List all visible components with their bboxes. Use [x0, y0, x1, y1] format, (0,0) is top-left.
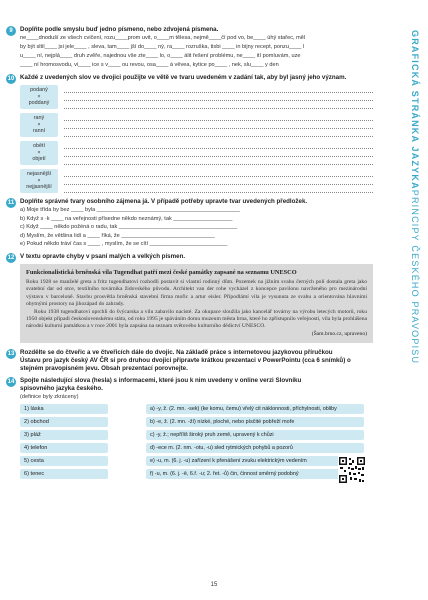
task-13	[8, 349, 373, 373]
task-heading: V textu opravte chyby v psaní malých a velkých písmen.	[20, 252, 186, 260]
task-number: 9	[6, 26, 16, 36]
definition-box[interactable]: d) -ece m. (2. nm. -otu, -u) sled rytmických pohybů a pozorů	[146, 443, 364, 453]
task-9	[8, 26, 373, 70]
headword-box[interactable]: 2) obchod	[20, 417, 108, 427]
headword-box[interactable]: 5) cesta	[20, 456, 108, 466]
answer-lines[interactable]	[64, 141, 373, 165]
sentence-b[interactable]: b) Když s ·k ____ na veřejnosti přísedne někdo neznámý, tak ___________________	[20, 215, 233, 222]
article-source: (Šam.brno.cz, upraveno)	[311, 330, 367, 337]
side-band	[390, 0, 428, 600]
task-heading-cont: Ústavu pro jazyk český AV ČR si pro druhou dvojici připravte krátkou prezentaci v PowerPointu (cca 6 snímků) o stejném pravopisném jevu. Obsah prezentací porovnejte.	[20, 356, 351, 372]
match-row	[20, 404, 373, 414]
headword-box[interactable]: 4) telefon	[20, 443, 108, 453]
task-number: 13	[7, 350, 15, 357]
match-row	[20, 456, 373, 466]
definition-box[interactable]: a) -y, ž. (2. mn. -sek) (ke komu, čemu) vřelý cit náklonnosti, příchylnosti, obliby	[146, 404, 364, 414]
side-title-rest: PRINCIPY ČESKÉHO PRAVOPISU	[410, 189, 420, 365]
pair-row	[20, 85, 373, 110]
exercise-line[interactable]: u____ ní, nejplá____ druh zvěře, najednou vše zte____ lo, o____ álit řešení problému, ne____ ití pomluvám, uze	[20, 53, 301, 59]
sentence-a[interactable]: a) Moje třída by bez ____ byla ______________________________________________	[20, 207, 240, 213]
article-paragraph: Roku 1928 se manželé greta a fritz tugendhatovi rozhodli postavit si vlastní rodinný dům. Pozemek na jižním svahu černých polí dostala greta jako svatební dar od otce, textilního továrníka židovského původu. Architekt van der rohe vycházel z koncepce pavilonu navrženého pro mezinárodní výstavu v barceloně. Stavbu prosvětla brněnská stavební firma mořic a artur eisler. Přípodlámí vila je vysunuta ze svahu a orientována hlavními obytnými prostory na jihozápad do zahrady.	[26, 278, 367, 308]
task-number: 12	[7, 254, 15, 261]
task-number: 10	[7, 76, 15, 82]
task-12	[8, 253, 373, 343]
task-heading: Rozdělte se do čtveřic a ve čtveřicích dále do dvojic. Na základě práce s internetovou jazykovou příručkou	[20, 348, 333, 356]
article-box	[20, 264, 373, 343]
side-chapter-title	[410, 30, 420, 364]
task-number: 11	[7, 200, 15, 206]
sentence-d[interactable]: d) Myslím, že většina lidí a ____ říká, že ______________________________	[20, 232, 215, 239]
task-10	[8, 74, 373, 194]
definition-box[interactable]: e) -u, m. (6. j. -u) zařízení k přenášení zvuku elektrickým vedením	[146, 456, 364, 466]
pair-row	[20, 169, 373, 194]
task-11	[8, 198, 373, 249]
matching-table	[20, 404, 373, 479]
word-pairs	[20, 85, 373, 194]
word-pair-box: obětí × objetí	[20, 141, 58, 165]
definition-box[interactable]: f) -u, m. (6. j. -ě, 6.ř. -u; 2. řet. -ů) čin, činnost směrný podobný	[146, 469, 364, 479]
task-number: 14	[7, 378, 15, 385]
pair-row	[20, 113, 373, 138]
qr-code-icon[interactable]	[338, 456, 366, 484]
task-heading: Spojte následující slova (hesla) s informacemi, které jsou k nim uvedeny v online verzi Slovníku spisovného jazyka českého.	[20, 376, 302, 392]
answer-lines[interactable]	[64, 113, 373, 137]
article-title: Funkcionalistická brněnská vila Tugendhat patří mezi české památky zapsané na seznamu UNESCO	[26, 268, 297, 276]
pair-row	[20, 141, 373, 166]
exercise-line[interactable]: ne____dnoduší ze všech cvičení, rozu____prom uvit, o____m tělesa, nejmě____čí pod vo, be____ úhý stařec, měl	[20, 35, 306, 41]
definition-box[interactable]: c) -y, ž.; nepříliš široký pruh země, upravený k chůzi	[146, 430, 364, 440]
match-row	[20, 469, 373, 479]
match-row	[20, 417, 373, 427]
task-heading: Každé z uvedených slov ve dvojici použijte ve větě ve tvaru uvedeném v zadání tak, aby byl jasný jeho význam.	[20, 74, 347, 81]
match-row	[20, 443, 373, 453]
match-row	[20, 430, 373, 440]
task-heading: Doplňte správné tvary osobního zájmena já. V případě potřeby upravte tvar uvedených předložek.	[20, 198, 308, 205]
exercise-line[interactable]: by být sltil____ jsi jele____ , sleva, tam____ jší do____ ný, ra____ rozruška, tisbi ____ in bijny recept, ponzu____ l	[20, 44, 305, 50]
exercise-line[interactable]: ____ ní hromosvodu, vi____ ice s v____ ou revou, osa____ á věvea, kytice po____ , nek, slu____ y den	[20, 62, 279, 68]
answer-lines[interactable]	[64, 85, 373, 109]
word-pair-box: nejasnější × nejjasnější	[20, 169, 58, 193]
sentence-e[interactable]: e) Pokud někdo tráví čas s ____ , myslím, že se cítí _________________________	[20, 241, 228, 248]
headword-box[interactable]: 6) tenec	[20, 469, 108, 479]
article-paragraph: Roku 1938 tugendhatovi uprchli do švýcarska a vilu zabavilo nacisté. Za okupace sloužila jako kancelář továrny na výrobu letecých motorů, roku 1950 objekt připadl československému státu, od roku 1995 je spáváním domu muzeum města brna, které ho zpřístupnilo veřejnosti, vila byla prohlášena národní kulturní památkou a v roce 2001 byla zapsána na seznam světového kulturního dědictví UNESCO.	[26, 308, 367, 330]
word-pair-box: podaný × poddaný	[20, 85, 58, 109]
headword-box[interactable]: 1) láska	[20, 404, 108, 414]
headword-box[interactable]: 3) pláž	[20, 430, 108, 440]
answer-lines[interactable]	[64, 169, 373, 193]
definition-box[interactable]: b) -e, ž. (2. mn. -ží) nízké, ploché, nebo písčité pobřeží moře	[146, 417, 364, 427]
task-subnote: (definice byly zkráceny)	[20, 393, 79, 400]
content	[8, 26, 373, 483]
sentence-c[interactable]: c) Když ____ někdo požéná o radu, tak ______________________________________	[20, 224, 238, 231]
task-heading: Doplňte podle smyslu buď jedno písmeno, nebo zdvojená písmena.	[20, 26, 219, 33]
side-title-bold: GRAFICKÁ STRÁNKA JAZYKA	[410, 30, 420, 190]
word-pair-box: raný × ranní	[20, 113, 58, 137]
page-number: 15	[210, 582, 218, 588]
task-14	[8, 377, 373, 479]
